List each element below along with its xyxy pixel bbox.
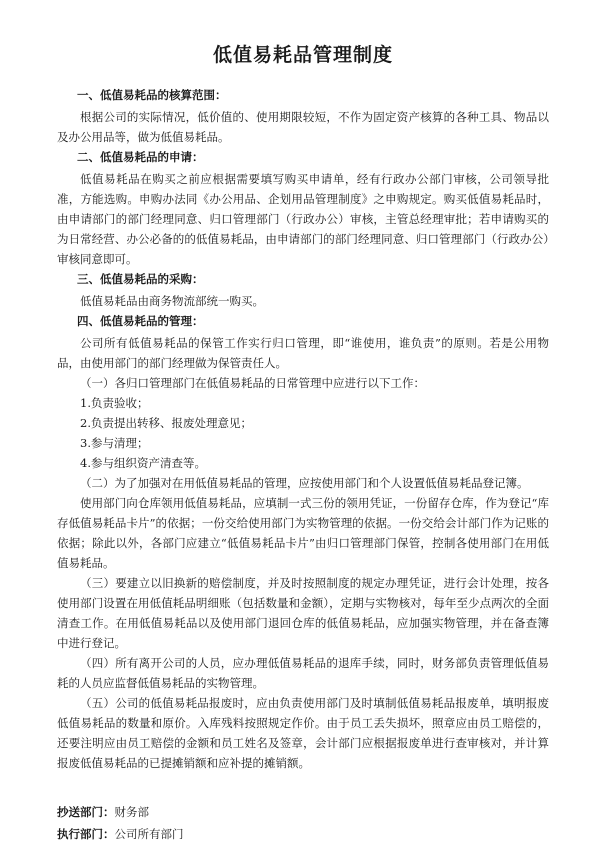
section-4-intro: 公司所有低值易耗品的保管工作实行归口管理，即“谁使用，谁负责”的原则。若是公用物品，由使用部门的部门经理做为保管责任人。: [57, 336, 549, 370]
section-4-item-1: （一）各归口管理部门在低值易耗品的日常管理中应进行以下工作：: [80, 376, 425, 390]
section-4-item-4: （四）所有离开公司的人员，应办理低值易耗品的退库手续，同时，财务部负责管理低值易耗的人员应监督低值易耗品的实物管理。: [57, 656, 549, 690]
list-item: 4.参与组织资产清查等。: [80, 456, 206, 470]
list-item: 1.负责验收；: [80, 396, 149, 410]
document-footer: [57, 801, 549, 845]
section-4-item-2: （二）为了加强对在用低值易耗品的管理，应按使用部门和个人设置低值易耗品登记簿。: [80, 476, 529, 490]
section-1-heading: 一、低值易耗品的核算范围：: [77, 88, 227, 102]
section-2-paragraph: 低值易耗品在购买之前应根据需要填写购买申请单，经有行政办公部门审核，公司领导批准，方能选购。申购办法同《办公用品、企划用品管理制度》之申购规定。购买低值易耗品时，由申请部门的部门经理同意、归口管理部门（行政办公）审核，主管总经理审批；若申请购买的为日常经营、办公必备的的低值易耗品，由申请部门的部门经理同意、归口管理部门（行政办公）审核同意即可。: [57, 172, 549, 266]
page-title: 低值易耗品管理制度: [212, 44, 393, 66]
section-4-item-2-detail: 使用部门向仓库领用低值易耗品，应填制一式三份的领用凭证，一份留存仓库，作为登记“库存低值易耗品卡片”的依据；一份交给使用部门为实物管理的依据。一份交给会计部门作为记账的依据；除此以外，各部门应建立“低值易耗品卡片”由归口管理部门保管，控制各使用部门在用低值易耗品。: [57, 496, 549, 570]
document-page: [57, 40, 549, 845]
section-3-heading: 三、低值易耗品的采购：: [77, 272, 204, 286]
exec-label: 执行部门：: [57, 827, 115, 841]
cc-label: 抄送部门：: [57, 805, 115, 819]
cc-line: [57, 801, 549, 823]
section-1-paragraph: 根据公司的实际情况，低价值的、使用期限较短，不作为固定资产核算的各种工具、物品以及办公用品等，做为低值易耗品。: [57, 110, 549, 144]
exec-value: 公司所有部门: [114, 827, 184, 841]
section-4-item-5: （五）公司的低值易耗品报废时，应由负责使用部门及时填制低值易耗品报废单，填明报废低值易耗品的数量和原价。入库残料按照规定作价。由于员工丢失损坏，照章应由员工赔偿的，还要注明应由员工赔偿的金额和员工姓名及签章，会计部门应根据报废单进行查审核对，并计算报废低值易耗品的已提摊销额和应补提的摊销额。: [57, 696, 549, 770]
cc-value: 财务部: [114, 805, 149, 819]
section-2-heading: 二、低值易耗品的申请：: [77, 150, 204, 164]
list-item: 3.参与清理；: [80, 436, 149, 450]
exec-line: [57, 823, 549, 845]
section-3-paragraph: 低值易耗品由商务物流部统一购买。: [80, 294, 264, 308]
list-item: 2.负责提出转移、报废处理意见；: [80, 416, 252, 430]
section-4-heading: 四、低值易耗品的管理：: [77, 314, 204, 328]
section-4-item-3: （三）要建立以旧换新的赔偿制度，并及时按照制度的规定办理凭证，进行会计处理，按各使用部门设置在用低值耗品明细账（包括数量和金额），定期与实物核对，每年至少点两次的全面清查工作。在用低值易耗品以及使用部门退回仓库的低值易耗品，应加强实物管理，并在备查簿中进行登记。: [57, 576, 549, 650]
